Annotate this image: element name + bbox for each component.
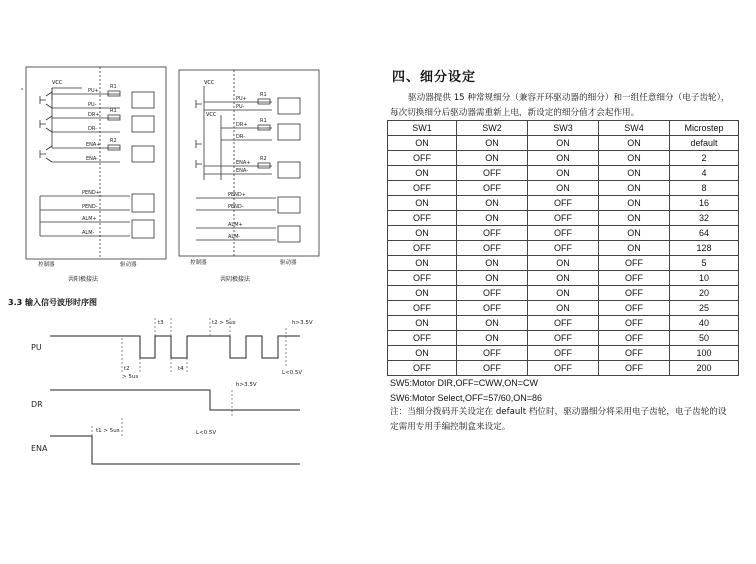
table-cell: ON: [528, 301, 599, 316]
table-cell: OFF: [388, 271, 457, 286]
table-cell: ON: [528, 181, 599, 196]
table-row: [388, 151, 739, 166]
table-cell: OFF: [599, 271, 670, 286]
table-cell: OFF: [599, 316, 670, 331]
table-cell: 200: [670, 361, 739, 376]
section-title: 四、细分设定: [392, 70, 477, 85]
table-row: [388, 166, 739, 181]
pin-label: PEND-: [228, 204, 244, 210]
table-cell: 40: [670, 316, 739, 331]
table-cell: ON: [388, 196, 457, 211]
table-cell: ON: [457, 136, 528, 151]
table-row: [388, 331, 739, 346]
table-cell: OFF: [528, 226, 599, 241]
table-cell: 16: [670, 196, 739, 211]
table-cell: ON: [457, 151, 528, 166]
table-cell: ON: [528, 151, 599, 166]
table-cell: OFF: [388, 301, 457, 316]
pin-label: ALM+: [82, 216, 97, 222]
table-cell: ON: [388, 256, 457, 271]
table-row: [388, 361, 739, 376]
table-cell: 128: [670, 241, 739, 256]
table-cell: ON: [457, 271, 528, 286]
sw6-note: SW6:Motor Select,OFF=57/60,ON=86: [390, 393, 543, 403]
pin-label: DR+: [88, 112, 100, 118]
table-cell: OFF: [388, 331, 457, 346]
l-level-label: L<0.5V: [196, 430, 217, 436]
table-cell: OFF: [457, 301, 528, 316]
table-cell: ON: [528, 256, 599, 271]
table-cell: OFF: [528, 331, 599, 346]
pin-label: ENA-: [236, 168, 249, 174]
t3-label: t3: [158, 320, 164, 326]
table-header-row: [388, 121, 739, 136]
table-cell: ON: [599, 166, 670, 181]
table-row: [388, 226, 739, 241]
pin-label: DR-: [236, 134, 245, 140]
pin-label: PU-: [236, 104, 245, 110]
table-cell: OFF: [457, 166, 528, 181]
h-level-label: h>3.5V: [292, 320, 313, 326]
table-row: [388, 271, 739, 286]
table-cell: ON: [388, 226, 457, 241]
table-cell: OFF: [388, 361, 457, 376]
table-cell: ON: [528, 136, 599, 151]
pin-label: PEND-: [82, 204, 98, 210]
table-cell: OFF: [599, 256, 670, 271]
table-cell: ON: [457, 316, 528, 331]
resistor-label: R1: [110, 108, 117, 114]
table-cell: ON: [457, 196, 528, 211]
pin-label: ENA+: [236, 160, 251, 166]
table-cell: ON: [599, 136, 670, 151]
table-cell: ON: [457, 211, 528, 226]
vcc-label: VCC: [52, 80, 63, 86]
table-cell: ON: [528, 166, 599, 181]
table-cell: ON: [528, 286, 599, 301]
resistor-label: R1: [260, 92, 267, 98]
table-cell: OFF: [528, 211, 599, 226]
table-cell: ON: [599, 211, 670, 226]
timing-diagram: [0, 308, 330, 488]
table-cell: ON: [599, 151, 670, 166]
table-cell: OFF: [599, 361, 670, 376]
pin-label: PU+: [236, 96, 247, 102]
table-cell: ON: [599, 196, 670, 211]
pin-label: DR+: [236, 122, 248, 128]
table-cell: OFF: [599, 286, 670, 301]
column-header: SW4: [599, 121, 670, 136]
table-cell: 32: [670, 211, 739, 226]
table-cell: ON: [599, 241, 670, 256]
table-cell: OFF: [457, 346, 528, 361]
pin-label: ENA-: [86, 156, 99, 162]
table-row: [388, 196, 739, 211]
table-cell: ON: [388, 166, 457, 181]
table-cell: ON: [599, 181, 670, 196]
l-level-label: L<0.5V: [282, 370, 303, 376]
table-cell: ON: [388, 316, 457, 331]
table-cell: 64: [670, 226, 739, 241]
table-row: [388, 136, 739, 151]
table-cell: 2: [670, 151, 739, 166]
table-cell: OFF: [599, 331, 670, 346]
t2-label: t2 > 5us: [212, 320, 236, 326]
table-cell: 50: [670, 331, 739, 346]
table-cell: OFF: [388, 181, 457, 196]
table-cell: OFF: [457, 286, 528, 301]
remark-note: 注：当细分拨码开关设定在 default 档位时，驱动器细分将采用电子齿轮，电子齿轮的设定需用专用手编控制盒来设定。: [390, 407, 727, 432]
pin-label: ALM+: [228, 222, 243, 228]
circuit-caption: 共阳极接法: [68, 276, 99, 283]
table-cell: OFF: [528, 316, 599, 331]
pin-label: ALM-: [228, 234, 241, 240]
sw5-note: SW5:Motor DIR,OFF=CWW,ON=CW: [390, 378, 539, 388]
signal-label-pu: PU: [31, 343, 42, 352]
column-header: SW1: [388, 121, 457, 136]
resistor-label: R2: [260, 156, 267, 162]
controller-label: 控制器: [38, 262, 55, 268]
h-level-label: h>3.5V: [236, 382, 257, 388]
column-header: SW2: [457, 121, 528, 136]
table-cell: OFF: [599, 301, 670, 316]
resistor-label: R1: [260, 118, 267, 124]
table-row: [388, 301, 739, 316]
t4-label: t4: [178, 366, 184, 372]
common-cathode-circuit: [176, 0, 326, 292]
table-row: [388, 256, 739, 271]
table-row: [388, 241, 739, 256]
driver-label: 驱动器: [120, 262, 137, 268]
table-row: [388, 211, 739, 226]
table-cell: OFF: [528, 241, 599, 256]
vcc-label: VCC: [204, 80, 215, 86]
circuit-caption: 共阴极接法: [220, 276, 251, 283]
resistor-label: R2: [110, 138, 117, 144]
driver-label: 驱动器: [280, 260, 297, 266]
t2-label: t2: [124, 366, 130, 372]
table-row: [388, 346, 739, 361]
table-cell: ON: [457, 256, 528, 271]
table-cell: ON: [599, 226, 670, 241]
t2-value: > 5us: [122, 374, 139, 380]
table-cell: OFF: [599, 346, 670, 361]
signal-label-dr: DR: [31, 400, 43, 409]
t1-label: t1 > 5us: [96, 428, 120, 434]
table-row: [388, 181, 739, 196]
table-cell: 25: [670, 301, 739, 316]
table-cell: OFF: [528, 196, 599, 211]
table-cell: OFF: [528, 346, 599, 361]
table-cell: ON: [388, 286, 457, 301]
timing-title: 3.3 输入信号波形时序图: [8, 298, 97, 307]
table-cell: ON: [528, 271, 599, 286]
signal-label-ena: ENA: [31, 444, 48, 453]
vcc-label: VCC: [206, 112, 217, 118]
table-cell: 20: [670, 286, 739, 301]
table-cell: OFF: [388, 211, 457, 226]
pin-label: PEND+: [82, 190, 100, 196]
resistor-label: R1: [110, 84, 117, 90]
table-cell: ON: [388, 136, 457, 151]
controller-label: 控制器: [190, 260, 207, 266]
table-cell: OFF: [388, 151, 457, 166]
table-cell: OFF: [457, 361, 528, 376]
pin-label: PU+: [88, 88, 99, 94]
table-row: [388, 286, 739, 301]
pin-label: PU-: [88, 102, 97, 108]
table-cell: 8: [670, 181, 739, 196]
table-cell: OFF: [388, 241, 457, 256]
pin-label: PEND+: [228, 192, 246, 198]
table-cell: OFF: [457, 226, 528, 241]
column-header: SW3: [528, 121, 599, 136]
common-anode-circuit: [0, 0, 180, 292]
table-cell: default: [670, 136, 739, 151]
table-cell: 10: [670, 271, 739, 286]
pin-label: ENA+: [86, 142, 101, 148]
microstep-table: [387, 120, 739, 376]
table-cell: OFF: [528, 361, 599, 376]
table-cell: ON: [388, 346, 457, 361]
pin-label: ALM-: [82, 230, 95, 236]
column-header: Microstep: [670, 121, 739, 136]
table-cell: ON: [457, 331, 528, 346]
table-cell: 4: [670, 166, 739, 181]
table-row: [388, 316, 739, 331]
table-cell: 5: [670, 256, 739, 271]
pin-label: DR-: [88, 126, 97, 132]
table-cell: OFF: [457, 181, 528, 196]
table-cell: 100: [670, 346, 739, 361]
table-cell: OFF: [457, 241, 528, 256]
section-intro: 驱动器提供 15 种常规细分（兼容开环驱动器的细分）和一组任意细分（电子齿轮），每次切换细分后驱动器需重新上电，新设定的细分值才会起作用。: [390, 93, 730, 118]
